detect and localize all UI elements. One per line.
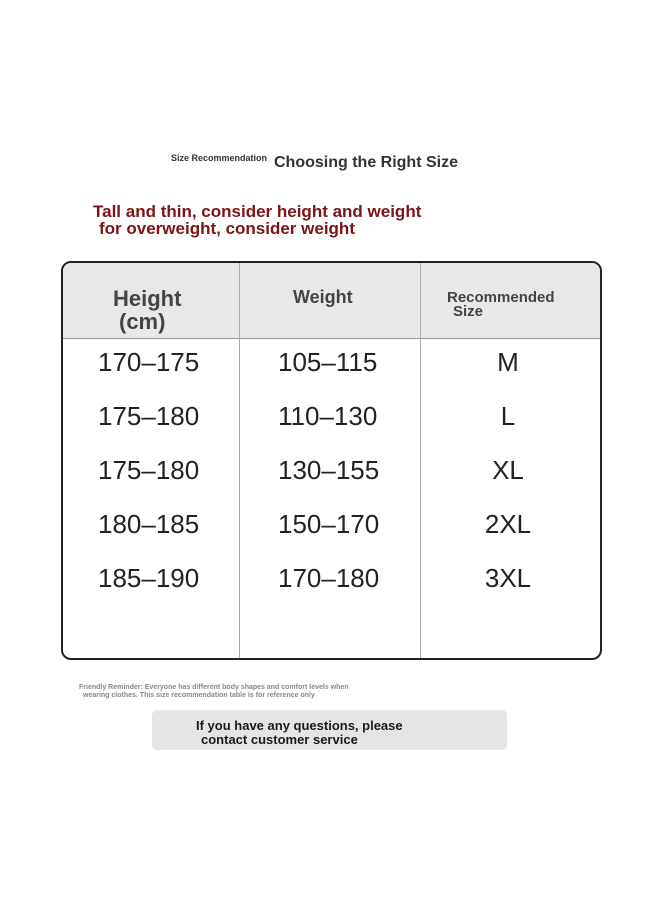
friendly-reminder xyxy=(79,684,349,701)
weight-cell: 170–180 xyxy=(278,563,380,593)
height-cell: 175–180 xyxy=(98,455,200,485)
header-weight: Weight xyxy=(293,287,353,307)
table-row xyxy=(63,401,600,455)
weight-cell: 150–170 xyxy=(278,509,380,539)
size-recommendation-label: Size Recommendation xyxy=(171,153,268,163)
table-row xyxy=(63,347,600,401)
header-recommended-size xyxy=(447,291,587,320)
height-cell: 180–185 xyxy=(98,509,200,539)
table-row xyxy=(63,509,600,563)
table-body xyxy=(63,347,600,617)
height-cell: 170–175 xyxy=(98,347,200,377)
size-cell: M xyxy=(497,347,519,377)
contact-text xyxy=(196,719,403,746)
size-cell: L xyxy=(500,401,516,431)
tip-line-1: Tall and thin, consider height and weight xyxy=(93,202,422,221)
contact-line-1: If you have any questions, please xyxy=(196,718,403,733)
header-height xyxy=(113,287,223,333)
header-size-line2: Size xyxy=(453,303,484,321)
size-cell: XL xyxy=(492,455,524,485)
header-height-unit: (cm) xyxy=(119,309,166,335)
size-cell: 2XL xyxy=(484,509,532,539)
table-row xyxy=(63,455,600,509)
tip-line-2: for overweight, consider weight xyxy=(99,219,355,238)
weight-cell: 105–115 xyxy=(278,347,378,377)
contact-customer-service-box xyxy=(152,710,507,750)
header-height-label: Height xyxy=(113,286,182,311)
reminder-line-2: wearing clothes. This size recommendation table is for reference only xyxy=(83,692,315,700)
contact-line-2: contact customer service xyxy=(201,731,358,747)
size-table xyxy=(61,261,602,660)
reminder-line-1: Friendly Reminder: Everyone has different body shapes and comfort levels when xyxy=(79,684,349,691)
table-row xyxy=(63,563,600,617)
weight-cell: 110–130 xyxy=(278,401,378,431)
page-title: Choosing the Right Size xyxy=(274,154,458,171)
height-cell: 185–190 xyxy=(98,563,200,593)
height-cell: 175–180 xyxy=(98,401,200,431)
header-size-line1: Recommended xyxy=(447,289,555,306)
size-cell: 3XL xyxy=(484,563,532,593)
weight-cell: 130–155 xyxy=(278,455,380,485)
